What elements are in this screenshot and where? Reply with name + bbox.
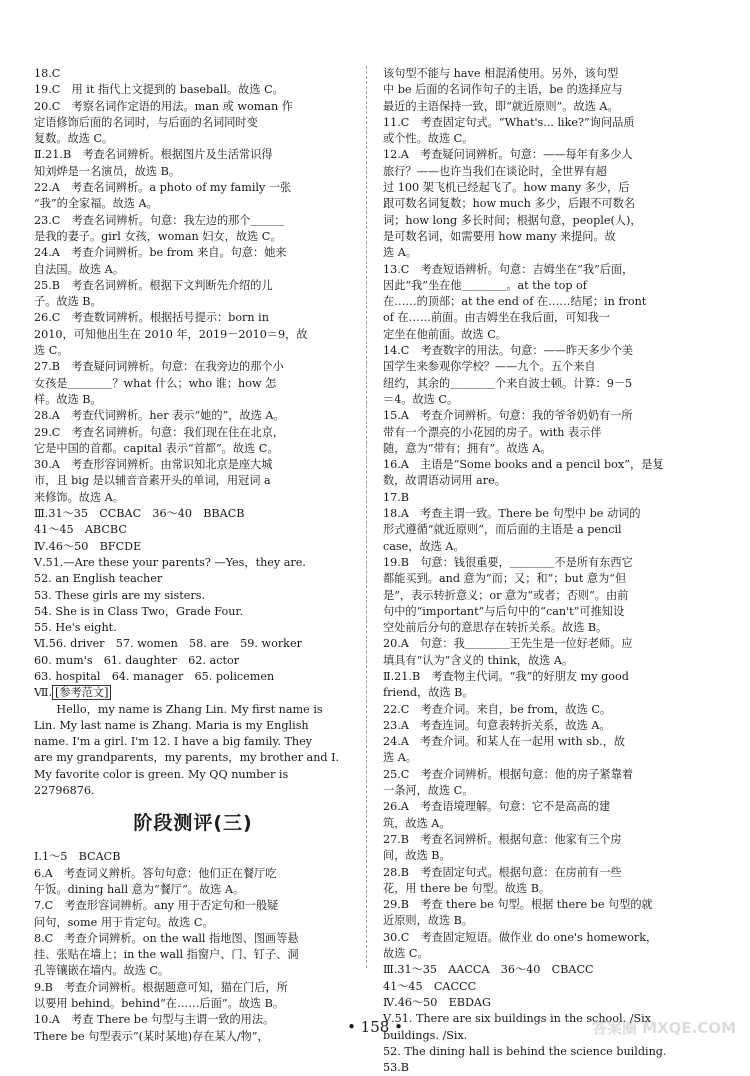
answer-line: 7.C 考查形容词辨析。any 用于否定句和一般疑 bbox=[34, 899, 279, 913]
answer-line: 自法国。故选 A。 bbox=[34, 262, 124, 276]
section-title: 阶段测评(三) bbox=[133, 812, 253, 835]
answer-line: 问句，some 用于肯定句。故选 C。 bbox=[34, 915, 214, 929]
answer-line: “我”的全家福。故选 A。 bbox=[34, 197, 158, 211]
answer-line: 41～45 CACCC bbox=[383, 979, 477, 993]
answer-line: 18.A 考查主谓一致。There be 句型中 be 动词的 bbox=[383, 507, 641, 521]
answer-line: 19.C 用 it 指代上文提到的 baseball。故选 C。 bbox=[34, 83, 284, 97]
answer-line: 10.A 考查 There be 句型与主谓一致的用法。 bbox=[34, 1013, 275, 1027]
answer-line: 24.A 考查介词辨析。be from 来自。句意：她来 bbox=[34, 246, 287, 260]
answer-line: Ⅳ.46～50 EBDAG bbox=[383, 995, 491, 1009]
answer-line: 或个性。故选 C。 bbox=[383, 132, 474, 146]
answer-line: 26.A 考查语境理解。句意：它不是高高的建 bbox=[383, 800, 611, 814]
answer-line: 52. The dining hall is behind the science building. bbox=[383, 1044, 667, 1058]
answer-line: 41～45 ABCBC bbox=[34, 523, 127, 537]
answer-line: Ⅱ.21.B 考查物主代词。“我”的好朋友 my good bbox=[383, 669, 629, 683]
answer-line: 20.C 考察名词作定语的用法。man 或 woman 作 bbox=[34, 99, 293, 113]
answer-line: 是我的妻子。girl 女孩，woman 妇女，故选 C。 bbox=[34, 229, 282, 243]
answer-line: Ⅲ.31～35 CCBAC 36～40 BBACB bbox=[34, 507, 245, 521]
answer-line: 选 A。 bbox=[383, 751, 418, 765]
answer-line: 23.C 考查名词辨析。句意：我左边的那个＿＿＿ bbox=[34, 213, 285, 227]
answer-line: 60. mum's 61. daughter 62. actor bbox=[34, 653, 240, 667]
answer-line: 复数。故选 C。 bbox=[34, 132, 114, 146]
answer-line: 23.A 考查连词。句意表转折关系，故选 A。 bbox=[383, 718, 611, 732]
answer-line: There be 句型表示“(某时某地)存在某人/物”， bbox=[34, 1029, 269, 1043]
answer-line: 63. hospital 64. manager 65. policemen bbox=[34, 669, 275, 683]
answer-line: 17.B bbox=[383, 490, 410, 504]
answer-line: 19.B 句意：钱很重要，＿＿＿＿不是所有东西它 bbox=[383, 555, 633, 569]
answer-line: 近原则，故选 B。 bbox=[383, 914, 474, 928]
answer-line: Ⅱ.21.B 考查名词辨析。根据图片及生活常识得 bbox=[34, 148, 273, 162]
answer-line: 18.C bbox=[34, 67, 61, 80]
answer-line: buildings. /Six. bbox=[383, 1028, 468, 1042]
answer-line: 间，故选 B。 bbox=[383, 849, 451, 863]
answer-line: 挂、张贴在墙上；in the wall 指窗户、门、钉子、洞 bbox=[34, 948, 299, 962]
answer-line: 孔等镶嵌在墙内。故选 C。 bbox=[34, 964, 170, 978]
answer-line: Ⅲ.31～35 AACCA 36～40 CBACC bbox=[383, 963, 594, 977]
answer-line: 26.C 考查数词辨析。根据括号提示：born in bbox=[34, 311, 269, 325]
answer-line: 2010，可知他出生在 2010 年，2019－2010＝9，故 bbox=[34, 327, 308, 341]
answer-line: friend，故选 B。 bbox=[383, 686, 474, 700]
answer-line: 53.B bbox=[383, 1061, 410, 1075]
answer-line: 形式遵循“就近原则”，而后面的主语是 a pencil bbox=[383, 523, 622, 537]
answer-line: 一条河，故选 C。 bbox=[383, 784, 474, 798]
answer-line: 它是中国的首都。capital 表示“首都”。故选 C。 bbox=[34, 441, 279, 455]
answer-line: 28.A 考查代词辨析。her 表示“她的”，故选 A。 bbox=[34, 409, 285, 423]
answer-line: 故选 C。 bbox=[383, 947, 429, 961]
answer-line: 29.B 考查 there be 句型。根据 there be 句型的就 bbox=[383, 898, 653, 912]
answer-line: 是可数名词，如需要用 how many 来提问。故 bbox=[383, 229, 616, 243]
answer-line: 25.B 考查名词辨析。根据下文判断先介绍的儿 bbox=[34, 278, 273, 292]
answer-line: 28.B 考查固定句式。根据句意：在房前有一些 bbox=[383, 865, 622, 879]
answer-line: 子。故选 B。 bbox=[34, 295, 102, 309]
answer-line: Lin. My last name is Zhang. Maria is my English bbox=[34, 718, 309, 732]
answer-line: 中 be 后面的名词作句子的主语，be 的选择应与 bbox=[383, 83, 623, 97]
answer-line: 定语修饰后面的名词时，与后面的名词同时变 bbox=[34, 115, 258, 129]
answer-line: ＝4。故选 C。 bbox=[383, 392, 459, 406]
answer-line: 带有一个漂亮的小花园的房子。with 表示伴 bbox=[383, 425, 602, 439]
answer-line: 30.A 考查形容词辨析。由常识知北京是座大城 bbox=[34, 458, 273, 472]
answer-line: 22.A 考查名词辨析。a photo of my family 一张 bbox=[34, 181, 292, 195]
answer-line: 午饭。dining hall 意为“餐厅”。故选 A。 bbox=[34, 882, 245, 896]
answer-line: 空处前后分句的意思存在转折关系。故选 B。 bbox=[383, 621, 608, 635]
answer-line: Ⅵ.56. driver 57. women 58. are 59. worker bbox=[34, 637, 302, 651]
answer-line: 52. an English teacher bbox=[34, 572, 163, 586]
answer-line: 词；how long 多长时间；根据句意，people(人)， bbox=[383, 213, 642, 227]
answer-line: 53. These girls are my sisters. bbox=[34, 588, 206, 602]
answer-line: 跟可数名词复数；how much 多少，后跟不可数名 bbox=[383, 197, 636, 211]
answer-line: are my grandparents，my parents，my brother and I. bbox=[34, 751, 340, 765]
answer-line: name. I'm a girl. I'm 12. I have a big family. They bbox=[34, 735, 313, 749]
answer-line: 市，且 big 是以辅音音素开头的单词，用冠词 a bbox=[34, 474, 271, 488]
answer-line: 54. She is in Class Two，Grade Four. bbox=[34, 604, 244, 618]
answer-line: 8.C 考查介词辨析。on the wall 指地图、图画等悬 bbox=[34, 931, 299, 945]
reference-essay-label: [参考范文] bbox=[52, 685, 111, 700]
answer-line: 16.A 主语是“Some books and a pencil box”，是复 bbox=[383, 458, 664, 472]
answer-line: 随，意为“带有；拥有”。故选 A。 bbox=[383, 441, 552, 455]
answer-line: 都能买到。and 意为“而；又；和”；but 意为“但 bbox=[383, 572, 627, 586]
answer-line: case，故选 A。 bbox=[383, 539, 465, 553]
answer-line: 以要用 behind。behind“在……后面”。故选 B。 bbox=[34, 997, 285, 1011]
answer-line: 15.A 考查介词辨析。句意：我的爷爷奶奶有一所 bbox=[383, 409, 633, 423]
answer-line: 女孩是＿＿＿＿？what 什么；who 谁；how 怎 bbox=[34, 376, 277, 390]
answer-line: 过 100 架飞机已经起飞了。how many 多少，后 bbox=[383, 181, 630, 195]
answer-line: of 在……前面。由吉姆坐在我后面，可知我一 bbox=[383, 311, 610, 325]
column-divider bbox=[366, 66, 367, 968]
answer-line: 6.A 考查词义辨析。答句句意：他们正在餐厅吃 bbox=[34, 866, 277, 880]
answer-line: 国学生来参观你学校？——九个。五个来自 bbox=[383, 360, 596, 374]
answer-line: 定坐在他前面。故选 C。 bbox=[383, 327, 507, 341]
answer-line: 22.C 考查介词。来自，be from，故选 C。 bbox=[383, 702, 612, 716]
watermark-logo bbox=[591, 1001, 737, 1051]
answer-line: 27.B 考查疑问词辨析。句意：在我旁边的那个小 bbox=[34, 360, 284, 374]
answer-line: 知刘烨是一名演员，故选 B。 bbox=[34, 164, 181, 178]
right-column bbox=[383, 66, 719, 1076]
answer-line: Ⅰ.1～5 BCACB bbox=[34, 850, 121, 864]
answer-line: 最近的主语保持一致，即“就近原则”。故选 A。 bbox=[383, 99, 619, 113]
answer-line: 13.C 考查短语辨析。句意：吉姆坐在“我”后面， bbox=[383, 262, 634, 276]
answer-line: 14.C 考查数字的用法。句意：——昨天多少个美 bbox=[383, 344, 634, 358]
answer-line: 11.C 考查固定句式。“What's... like?”询问品质 bbox=[383, 115, 635, 129]
answer-line: 22796876. bbox=[34, 784, 95, 798]
answer-line: 25.C 考查介词辨析。根据句意：他的房子紧靠着 bbox=[383, 767, 634, 781]
reference-essay-heading bbox=[34, 685, 352, 701]
answer-line: 27.B 考查名词辨析。根据句意：他家有三个房 bbox=[383, 832, 622, 846]
answer-line: Ⅴ.51. There are six buildings in the school. /Six bbox=[383, 1012, 652, 1026]
left-column bbox=[34, 66, 352, 1045]
answer-line: 因此“我”坐在他＿＿＿＿。at the top of bbox=[383, 278, 587, 292]
answer-line: Ⅳ.46～50 BFCDE bbox=[34, 539, 142, 553]
page-number: • 158 • bbox=[347, 1018, 403, 1036]
answer-line: 填具有“认为”含义的 think，故选 A。 bbox=[383, 653, 574, 667]
answer-line: 句中的“important”与后句中的“can't”可推知设 bbox=[383, 604, 625, 618]
answer-line: 样。故选 B。 bbox=[34, 392, 102, 406]
answer-line: Hello，my name is Zhang Lin. My first name is bbox=[34, 702, 323, 716]
answer-line: 纽约，其余的＿＿＿＿个来自波士顿。计算：9－5 bbox=[383, 376, 633, 390]
answer-line: Ⅴ.51.—Are these your parents? —Yes，they are. bbox=[34, 555, 306, 569]
answer-line: 来修饰。故选 A。 bbox=[34, 490, 124, 504]
answer-line: 55. He's eight. bbox=[34, 621, 117, 635]
answer-line: My favorite color is green. My QQ number is bbox=[34, 767, 289, 781]
answer-line: 在……的顶部；at the end of 在……结尾；in front bbox=[383, 295, 647, 309]
answer-line: 数，故谓语动词用 are。 bbox=[383, 474, 506, 488]
answer-line: 该句型不能与 have 相混淆使用。另外，该句型 bbox=[383, 67, 619, 80]
answer-line: 筑，故选 A。 bbox=[383, 816, 451, 830]
answer-line: 选 A。 bbox=[383, 246, 418, 260]
answer-line: 30.C 考查固定短语。做作业 do one's homework， bbox=[383, 930, 658, 944]
answer-line: 20.A 句意：我＿＿＿＿王先生是一位好老师。应 bbox=[383, 637, 633, 651]
answer-line: 选 C。 bbox=[34, 344, 69, 358]
section-numeral: Ⅶ. bbox=[34, 686, 52, 700]
answer-line: 旅行？——也许当我们在谈论时，全世界有超 bbox=[383, 164, 607, 178]
answer-line: 12.A 考查疑问词辨析。句意：——每年有多少人 bbox=[383, 148, 633, 162]
watermark-text: 答案圈 MXQE.COM bbox=[591, 1019, 737, 1037]
answer-line: 是”，表示转折意义；or 意为“或者；否则”。由前 bbox=[383, 588, 629, 602]
answer-line: 24.A 考查介词。和某人在一起用 with sb.，故 bbox=[383, 735, 626, 749]
answer-line: 29.C 考查名词辨析。句意：我们现在住在北京， bbox=[34, 425, 285, 439]
answer-line: 9.B 考查介词辨析。根据题意可知，猫在门后，所 bbox=[34, 980, 288, 994]
answer-line: 花，用 there be 句型。故选 B。 bbox=[383, 881, 551, 895]
